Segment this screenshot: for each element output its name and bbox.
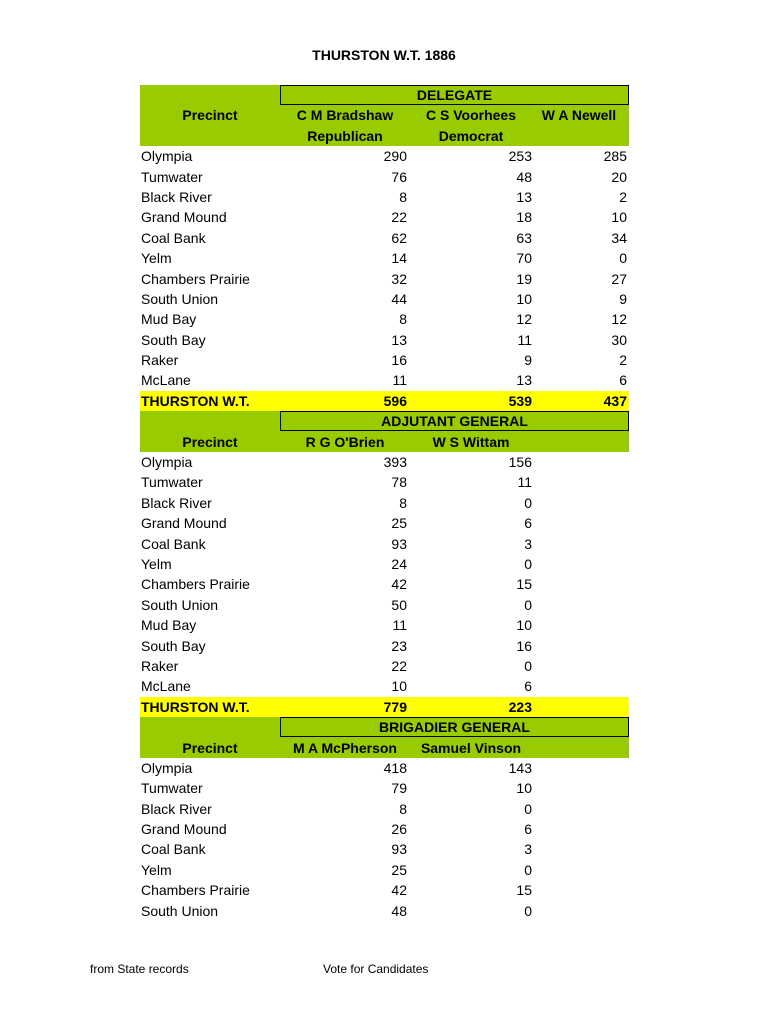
adjutant-total-row [140,697,629,717]
vote-count: 2 [619,352,627,369]
footer-source: from State records [90,962,189,976]
vote-count: 25 [391,515,407,532]
total-value: 437 [603,392,627,409]
vote-count: 22 [391,657,407,674]
adjutant-rows [140,452,629,697]
brigadier-rows [140,758,629,921]
precinct-name: Tumwater [141,168,203,185]
precinct-name: Coal Bank [141,535,206,552]
vote-count: 50 [391,596,407,613]
adjutant-candidate-row [140,432,629,452]
vote-count: 9 [524,352,532,369]
precinct-name: South Union [141,902,219,919]
vote-count: 42 [391,882,407,899]
table-row [140,350,629,370]
table-row [140,799,629,819]
vote-count: 76 [391,168,407,185]
table-row [140,370,629,390]
vote-count: 20 [611,168,627,185]
precinct-name: Yelm [141,555,172,572]
vote-count: 285 [603,148,627,165]
table-row [140,778,629,798]
vote-count: 9 [619,290,627,307]
vote-count: 0 [524,800,532,817]
candidate-party: Republican [307,127,383,144]
footer-caption: Vote for Candidates [323,962,429,976]
vote-count: 19 [516,270,532,287]
vote-count: 13 [391,331,407,348]
candidate-name: W S Wittam [432,433,510,450]
precinct-name: McLane [141,678,191,695]
vote-count: 8 [399,188,407,205]
vote-count: 79 [391,780,407,797]
total-label: THURSTON W.T. [141,392,250,409]
vote-count: 22 [391,209,407,226]
precinct-name: Olympia [141,454,193,471]
precinct-name: Tumwater [141,780,203,797]
table-row [140,187,629,207]
total-label: THURSTON W.T. [141,698,250,715]
candidate-party: Democrat [438,127,504,144]
table-row [140,574,629,594]
vote-count: 93 [391,535,407,552]
vote-count: 11 [392,617,407,634]
table-row [140,595,629,615]
vote-count: 10 [391,678,407,695]
precinct-name: Coal Bank [141,229,206,246]
vote-count: 11 [392,372,407,389]
vote-count: 25 [391,861,407,878]
adjutant-section-label: ADJUTANT GENERAL [280,411,629,431]
vote-count: 13 [516,372,532,389]
table-row [140,758,629,778]
total-value: 596 [383,392,407,409]
table-row [140,513,629,533]
table-row [140,167,629,187]
table-row [140,615,629,635]
table-row [140,452,629,472]
table-row [140,493,629,513]
precinct-name: Mud Bay [141,311,197,328]
vote-count: 2 [619,188,627,205]
precinct-name: South Union [141,290,219,307]
brigadier-section-label: BRIGADIER GENERAL [280,717,629,737]
precinct-name: Olympia [141,759,193,776]
vote-count: 0 [524,494,532,511]
vote-count: 6 [524,515,532,532]
delegate-candidate-row [140,105,629,125]
delegate-section-label: DELEGATE [280,85,629,105]
total-value: 539 [508,392,532,409]
vote-table [140,85,629,921]
vote-count: 0 [524,902,532,919]
delegate-rows [140,146,629,391]
vote-count: 11 [517,474,532,491]
vote-count: 10 [516,780,532,797]
table-row [140,880,629,900]
vote-count: 8 [399,800,407,817]
precinct-name: Raker [141,352,179,369]
table-row [140,309,629,329]
vote-count: 23 [391,637,407,654]
vote-count: 30 [611,331,627,348]
vote-count: 18 [516,209,532,226]
total-value: 779 [383,698,407,715]
vote-count: 63 [516,229,532,246]
vote-count: 3 [524,535,532,552]
vote-count: 143 [508,759,532,776]
precinct-name: Chambers Prairie [141,270,250,287]
vote-count: 11 [517,331,532,348]
vote-count: 14 [391,250,407,267]
vote-count: 10 [516,617,532,634]
precinct-name: Black River [141,494,212,511]
precinct-name: Grand Mound [141,209,227,226]
vote-count: 27 [611,270,627,287]
precinct-name: South Bay [141,637,206,654]
vote-count: 32 [391,270,407,287]
table-row [140,656,629,676]
delegate-total-row [140,391,629,411]
vote-count: 15 [516,576,532,593]
precinct-name: Chambers Prairie [141,882,250,899]
table-row [140,860,629,880]
candidate-name: C M Bradshaw [296,107,394,124]
table-row [140,146,629,166]
vote-count: 13 [516,188,532,205]
vote-count: 42 [391,576,407,593]
vote-count: 6 [524,821,532,838]
vote-count: 418 [383,759,407,776]
candidate-name: R G O'Brien [305,433,385,450]
vote-count: 0 [524,596,532,613]
adjutant-section-header [140,411,629,431]
table-row [140,534,629,554]
table-row [140,819,629,839]
vote-count: 0 [619,250,627,267]
delegate-party-row [140,126,629,146]
precinct-name: Mud Bay [141,617,197,634]
table-row [140,248,629,268]
page-title: THURSTON W.T. 1886 [312,47,456,63]
vote-count: 0 [524,555,532,572]
table-row [140,636,629,656]
vote-count: 6 [524,678,532,695]
precinct-name: Tumwater [141,474,203,491]
vote-count: 16 [391,352,407,369]
precinct-name: Yelm [141,861,172,878]
precinct-name: South Bay [141,331,206,348]
delegate-section-header [140,85,629,105]
total-value: 223 [508,698,532,715]
precinct-name: Grand Mound [141,515,227,532]
vote-count: 10 [516,290,532,307]
candidate-name: W A Newell [541,107,617,124]
precinct-name: Black River [141,188,212,205]
candidate-name: C S Voorhees [426,107,516,124]
candidate-name: Samuel Vinson [420,739,522,756]
precinct-name: Olympia [141,148,193,165]
precinct-name: McLane [141,372,191,389]
precinct-name: Chambers Prairie [141,576,250,593]
vote-count: 15 [516,882,532,899]
vote-count: 26 [391,821,407,838]
vote-count: 48 [391,902,407,919]
vote-count: 12 [516,311,532,328]
vote-count: 156 [508,454,532,471]
table-row [140,676,629,696]
vote-count: 0 [524,861,532,878]
table-row [140,554,629,574]
vote-count: 78 [391,474,407,491]
vote-count: 48 [516,168,532,185]
vote-count: 62 [391,229,407,246]
vote-count: 8 [399,494,407,511]
precinct-header: Precinct [182,433,238,450]
vote-count: 253 [508,148,532,165]
table-row [140,472,629,492]
table-row [140,207,629,227]
vote-count: 44 [391,290,407,307]
vote-count: 10 [611,209,627,226]
vote-count: 12 [611,311,627,328]
precinct-name: Grand Mound [141,821,227,838]
vote-count: 93 [391,841,407,858]
vote-count: 3 [524,841,532,858]
vote-count: 290 [383,148,407,165]
table-row [140,228,629,248]
candidate-name: M A McPherson [293,739,397,756]
vote-count: 16 [516,637,532,654]
vote-count: 24 [391,555,407,572]
vote-count: 70 [516,250,532,267]
table-row [140,839,629,859]
vote-count: 6 [619,372,627,389]
precinct-header: Precinct [182,107,238,124]
vote-count: 393 [383,454,407,471]
table-row [140,330,629,350]
precinct-name: Yelm [141,250,172,267]
brigadier-candidate-row [140,738,629,758]
brigadier-section-header [140,717,629,737]
precinct-name: Raker [141,657,179,674]
precinct-name: South Union [141,596,219,613]
table-row [140,289,629,309]
table-row [140,901,629,921]
table-row [140,269,629,289]
precinct-name: Coal Bank [141,841,206,858]
vote-count: 8 [399,311,407,328]
precinct-name: Black River [141,800,212,817]
precinct-header: Precinct [182,739,238,756]
vote-count: 34 [611,229,627,246]
vote-count: 0 [524,657,532,674]
